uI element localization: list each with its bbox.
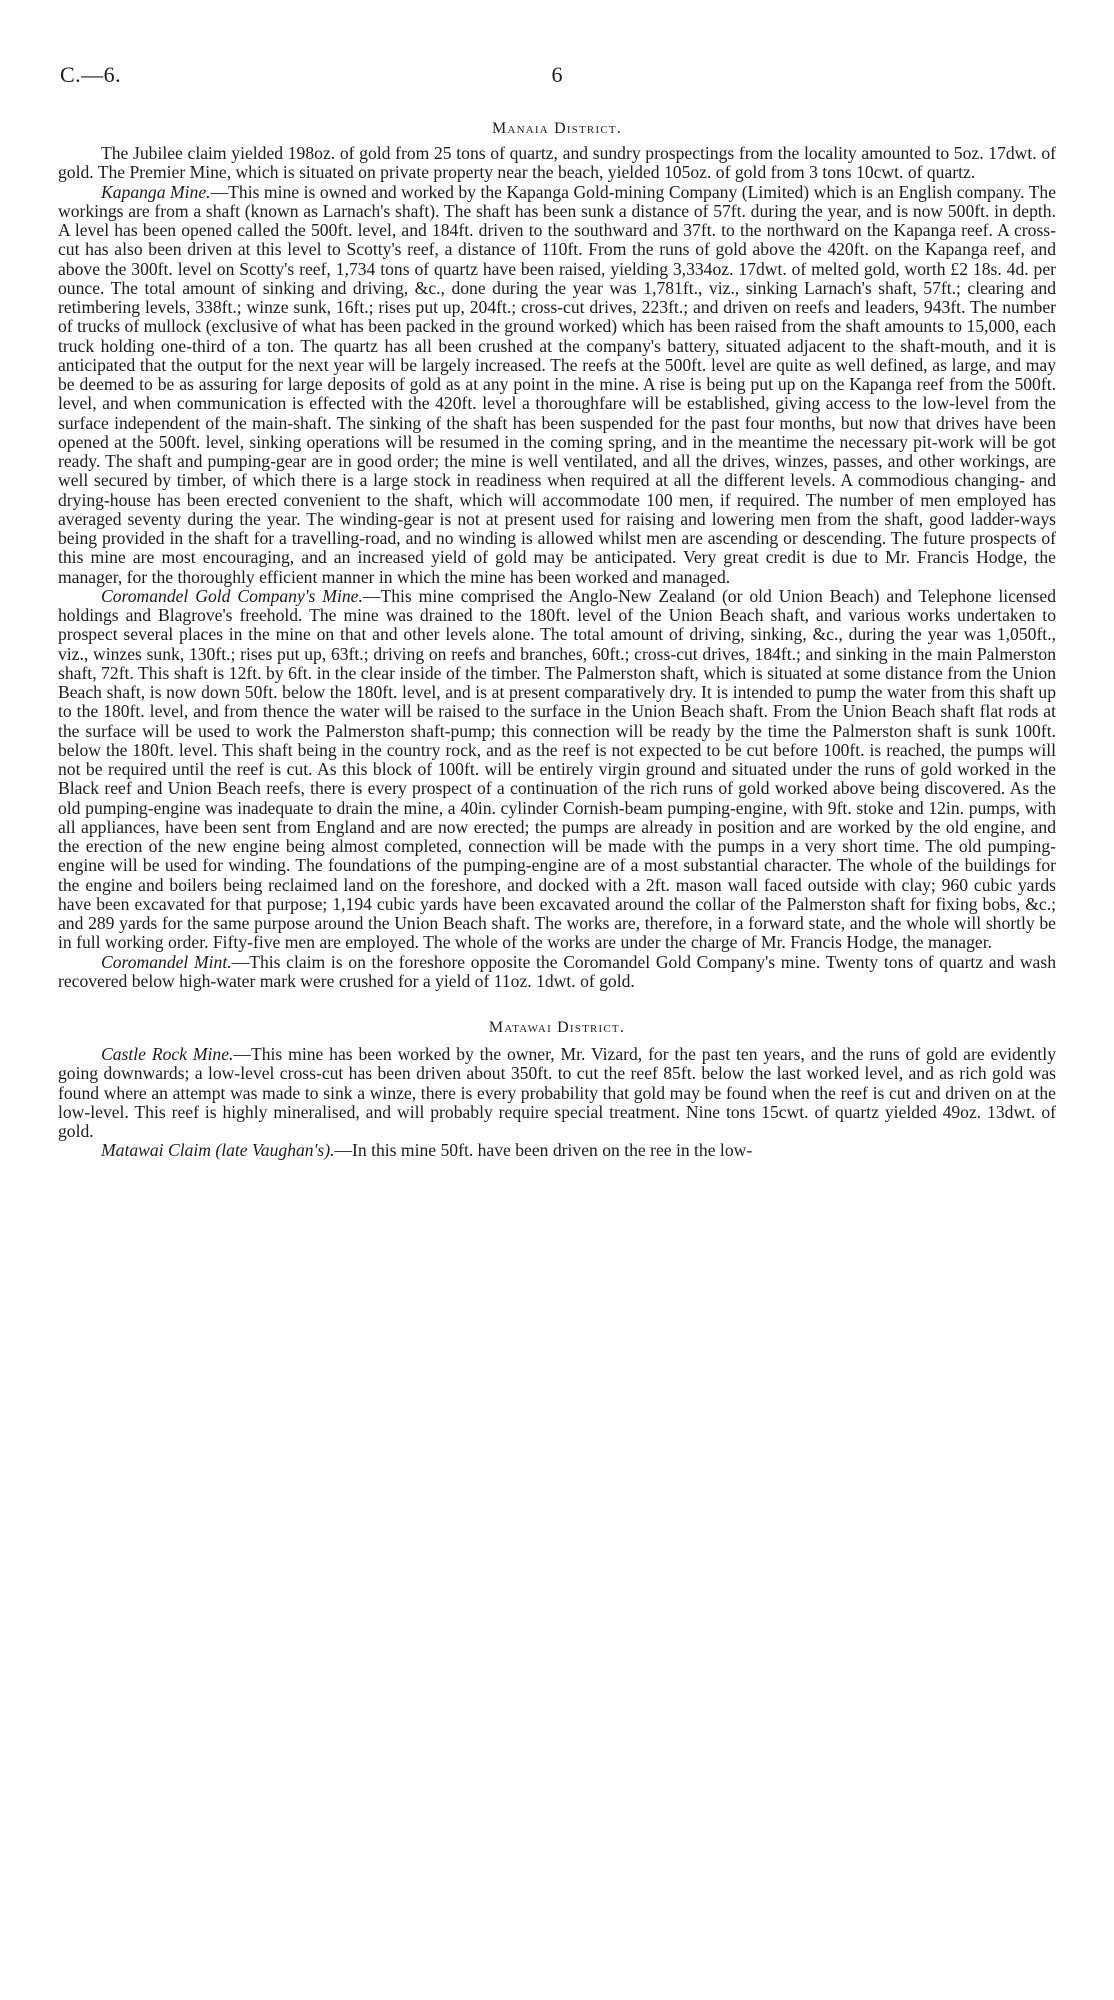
page-number: 6 xyxy=(551,62,563,87)
section-heading-manaia: Manaia District. xyxy=(492,120,622,137)
paragraph-matawai-claim xyxy=(58,1141,1056,1160)
paragraph-coromandel-mint xyxy=(58,953,1056,992)
document-body xyxy=(58,120,1056,1161)
paragraph-kapanga-mine xyxy=(58,183,1056,587)
paragraph-lead: Matawai Claim (late Vaughan's). xyxy=(101,1140,335,1161)
report-reference: C.—6. xyxy=(60,62,122,87)
paragraph-lead: Kapanga Mine. xyxy=(101,181,211,202)
paragraph-castle-rock-mine xyxy=(58,1045,1056,1141)
paragraph-jubilee-claim xyxy=(58,144,1056,183)
paragraph-text: —This mine has been worked by the owner, Mr. Vizard, for the past ten years, and the runs of gold are evidently going downwards; a low-level cross-cut has been driven about 350ft. to cut the reef 85ft. below the last worked level, and as rich gold was found where an attempt was made to sink a winze, there is every probability that gold may be found when the reef is cut and driven on at the low-level. This reef is highly mineralised, and will probably require special treatment. Nine tons 15cwt. of quartz yielded 49oz. 13dwt. of gold. xyxy=(58,1044,1056,1141)
page-header xyxy=(60,62,1054,94)
section-heading-matawai: Matawai District. xyxy=(488,1019,626,1036)
paragraph-text: —This mine comprised the Anglo-New Zealand (or old Union Beach) and Telephone licensed holdings and Blagrove's freehold. The mine was drained to the 180ft. level of the Union Beach shaft, and various works undertaken to prospect several places in the mine on that and other levels alone. The total amount of driving, sinking, &c., during the year was 1,050ft., viz., winzes sunk, 130ft.; rises put up, 63ft.; driving on reefs and branches, 60ft.; cross-cut drives, 184ft.; and sinking in the main Palmerston shaft, 72ft. This shaft is 12ft. by 6ft. in the clear inside of the timber. The Palmerston shaft, which is situated at some distance from the Union Beach shaft, is now down 50ft. below the 180ft. level, and is at present comparatively dry. It is intended to pump the water from this shaft up to the 180ft. level, and from thence the water will be raised to the surface in the Union Beach shaft. From the Union Beach shaft flat rods at the surface will be used to work the Palmerston shaft-pump; this connection will be ready by the time the Palmerston shaft is sunk 100ft. below the 180ft. level. This shaft being in the country rock, and as the reef is not expected to be cut before 100ft. is reached, the pumps will not be required until the reef is cut. As this block of 100ft. will be entirely virgin ground and situated under the runs of gold worked in the Black reef and Union Beach reefs, there is every prospect of a continuation of the rich runs of gold worked above being discovered. As the old pumping-engine was inadequate to drain the mine, a 40in. cylinder Cornish-beam pumping-engine, with 9ft. stoke and 12in. pumps, with all appliances, have been sent from England and are now erected; the pumps are already in position and are worked by the old engine, and the erection of the new engine being almost completed, connection will be made with the pumps in a very short time. The old pumping-engine will be used for winding. The foundations of the pumping-engine are of a most substantial character. The whole of the buildings for the engine and boilers being reclaimed land on the foreshore, and docked with a 2ft. mason wall faced outside with clay; 960 cubic yards have been excavated for that purpose; 1,194 cubic yards have been excavated around the collar of the Palmerston shaft for fixing bobs, &c.; and 289 yards for the same purpose around the Union Beach shaft. The works are, therefore, in a forward state, and the whole will shortly be in full working order. Fifty-five men are employed. The whole of the works are under the charge of Mr. Francis Hodge, the manager. xyxy=(58,585,1056,953)
paragraph-text: —This mine is owned and worked by the Kapanga Gold-mining Company (Limited) which is an English company. The workings are from a shaft (known as Larnach's shaft). The shaft has been sunk a distance of 57ft. during the year, and is now 500ft. in depth. A level has been opened called the 500ft. level, and 184ft. driven to the southward and 37ft. to the northward on the Kapanga reef. A cross-cut has also been driven at this level to Scotty's reef, a distance of 110ft. From the runs of gold above the 420ft. on the Kapanga reef, and above the 300ft. level on Scotty's reef, 1,734 tons of quartz have been raised, yielding 3,334oz. 17dwt. of melted gold, worth £2 18s. 4d. per ounce. The total amount of sinking and driving, &c., done during the year was 1,781ft., viz., sinking Larnach's shaft, 57ft.; clearing and retimbering levels, 338ft.; winze sunk, 16ft.; rises put up, 204ft.; cross-cut drives, 223ft.; and driven on reefs and leaders, 943ft. The number of trucks of mullock (exclusive of what has been packed in the ground worked) which has been raised from the shaft amounts to 15,000, each truck holding one-third of a ton. The quartz has all been crushed at the company's battery, situated adjacent to the shaft-mouth, and it is anticipated that the output for the next year will be largely increased. The reefs at the 500ft. level are quite as well defined, as large, and may be deemed to be as assuring for large deposits of gold as at any point in the mine. A rise is being put up on the Kapanga reef from the 500ft. level, and when communication is effected with the 420ft. level a thoroughfare will be established, giving access to the low-level from the surface independent of the main-shaft. The sinking of the shaft has been suspended for the past four months, but now that drives have been opened at the 500ft. level, sinking operations will be resumed in the coming spring, and in the meantime the necessary pit-work will be got ready. The shaft and pumping-gear are in good order; the mine is well ventilated, and all the drives, winzes, passes, and other workings, are well secured by timber, of which there is a large stock in readiness when required at all the different levels. A commodious changing- and drying-house has been erected convenient to the shaft, which will accommodate 100 men, if required. The number of men employed has averaged seventy during the year. The winding-gear is not at present used for raising and lowering men from the shaft, good ladder-ways being provided in the shaft for a travelling-road, and no winding is allowed whilst men are ascending or descending. The future prospects of this mine are most encouraging, and an increased yield of gold may be anticipated. Very great credit is due to Mr. Francis Hodge, the manager, for the thoroughly efficient manner in which the mine has been worked and managed. xyxy=(58,181,1056,587)
paragraph-coromandel-gold-company xyxy=(58,587,1056,953)
paragraph-lead: Castle Rock Mine. xyxy=(101,1044,234,1064)
paragraph-text: The Jubilee claim yielded 198oz. of gold from 25 tons of quartz, and sundry prospectings from the locality amounted to 5oz. 17dwt. of gold. The Premier Mine, which is situated on private property near the beach, yielded 105oz. of gold from 3 tons 10cwt. of quartz. xyxy=(58,143,1056,183)
paragraph-lead: Coromandel Gold Company's Mine. xyxy=(101,585,363,606)
paragraph-text: —In this mine 50ft. have been driven on the ree in the low- xyxy=(334,1140,753,1161)
paragraph-text: —This claim is on the foreshore opposite the Coromandel Gold Company's mine. Twenty tons of quartz and wash recovered below high-water mark were crushed for a yield of 11oz. 1dwt. of gold. xyxy=(58,951,1056,991)
paragraph-lead: Coromandel Mint. xyxy=(101,951,232,972)
